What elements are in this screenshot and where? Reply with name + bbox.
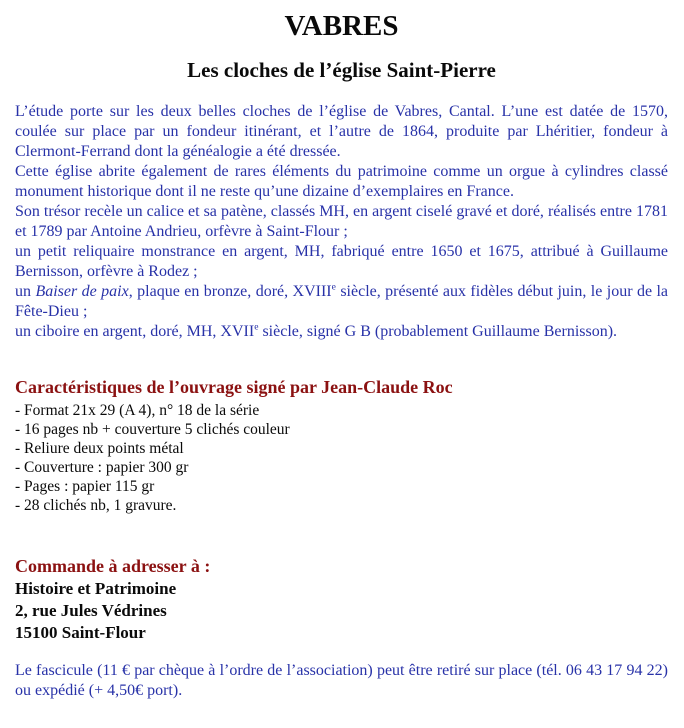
text-segment: siècle, présenté aux fidèles début juin, le jour de la Fête-Dieu ; [15,283,669,320]
intro-paragraph-6 [15,322,668,342]
intro-paragraph-5 [15,282,668,322]
address-line-city: 15100 Saint-Flour [15,623,146,642]
page-title: VABRES [284,10,399,42]
order-section [15,555,668,701]
text-segment: , plaque en bronze, doré, XVIII [128,283,332,300]
address-line-organization: Histoire et Patrimoine [15,579,177,598]
characteristics-list [15,401,668,515]
intro-paragraph-4: un petit reliquaire monstrance en argent, MH, fabriqué entre 1650 et 1675, attribué à Guillaume Bernisson, orfèvre à Rodez ; [15,243,668,280]
intro-text-block [15,102,668,342]
order-heading: Commande à adresser à : [15,556,211,576]
intro-paragraph-3: Son trésor recèle un calice et sa patène, classés MH, en argent ciselé gravé et doré, réalisés entre 1781 et 1789 par Antoine Andrieu, orfèvre à Saint-Flour ; [15,203,668,240]
list-item: - 28 clichés nb, 1 gravure. [15,497,177,514]
intro-paragraph-1: L’étude porte sur les deux belles cloches de l’église de Vabres, Cantal. L’une est datée de 1570, coulée sur place par un fondeur itinérant, et l’autre de 1864, produite par Lhéritier, fondeur à Clermont-Ferrand dont la généalogie a été dressée. [15,103,668,160]
page-subtitle: Les cloches de l’église Saint-Pierre [187,58,496,82]
list-item: - 16 pages nb + couverture 5 clichés couleur [15,421,290,438]
text-segment: siècle, signé G B (probablement Guillaume Bernisson). [258,323,618,340]
superscript-e: e [254,321,259,333]
list-item: - Pages : papier 115 gr [15,478,155,495]
list-item: - Reliure deux points métal [15,440,184,457]
text-segment: un ciboire en argent, doré, MH, XVII [15,323,255,340]
list-item: - Couverture : papier 300 gr [15,459,189,476]
address-line-street: 2, rue Jules Védrines [15,601,167,620]
order-note: Le fascicule (11 € par chèque à l’ordre de l’association) peut être retiré sur place (tél. 06 43 17 94 22) ou expédié (+ 4,50€ port). [15,662,668,699]
characteristics-section [15,376,668,515]
superscript-e: e [331,281,336,293]
list-item: - Format 21x 29 (A 4), n° 18 de la série [15,402,260,419]
characteristics-heading: Caractéristiques de l’ouvrage signé par Jean-Claude Roc [15,377,453,397]
italic-phrase: Baiser de paix [35,283,129,300]
text-segment: un [15,283,36,300]
intro-paragraph-2: Cette église abrite également de rares éléments du patrimoine comme un orgue à cylindres classé monument historique dont il ne reste qu’une dizaine d’exemplaires en France. [15,163,668,200]
address-block [15,578,668,644]
